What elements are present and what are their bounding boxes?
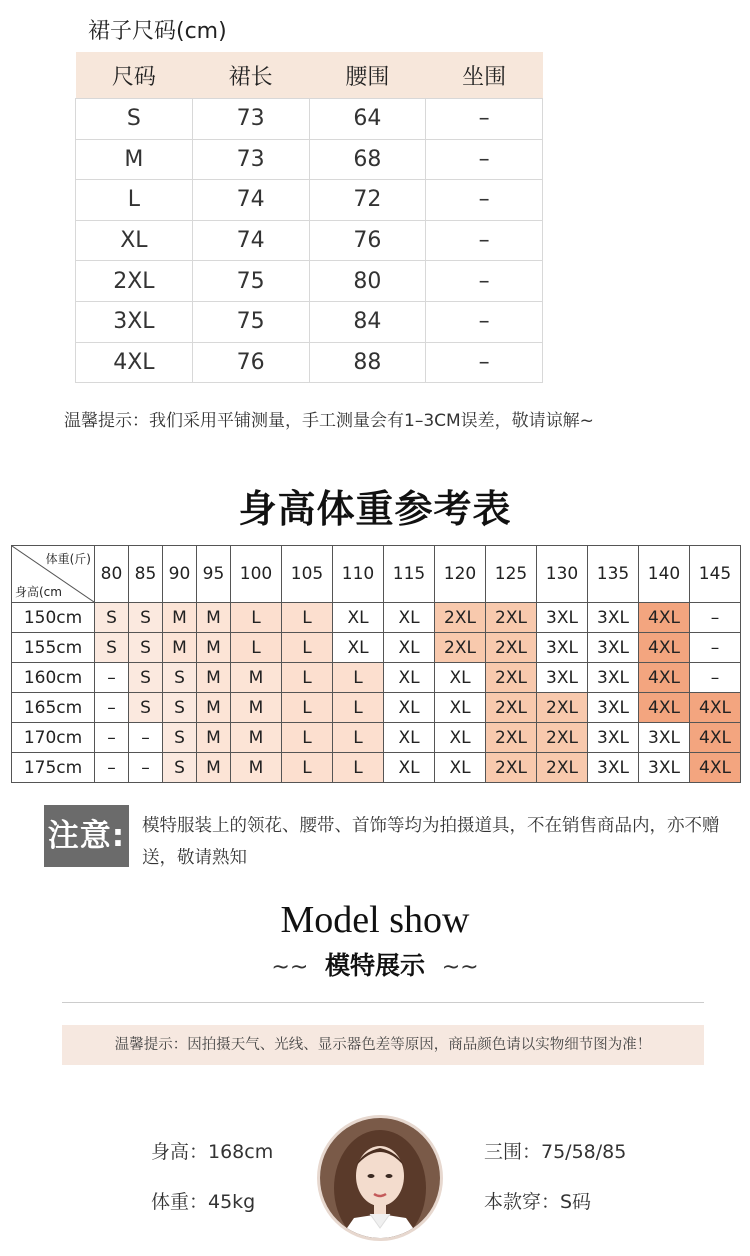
size-recommendation-cell: S xyxy=(95,633,129,663)
height-row xyxy=(12,753,741,783)
size-recommendation-cell: S xyxy=(129,633,163,663)
skirt-size-cell: 88 xyxy=(309,342,426,383)
measurement-note: 温馨提示：我们采用平铺测量，手工测量会有1–3CM误差，敬请谅解~ xyxy=(64,411,594,431)
size-recommendation-cell: 2XL xyxy=(486,753,537,783)
weight-header-cell: 135 xyxy=(588,546,639,603)
size-recommendation-cell: 2XL xyxy=(537,723,588,753)
size-recommendation-cell: XL xyxy=(435,723,486,753)
height-weight-title: 身高体重参考表 xyxy=(238,487,512,531)
size-recommendation-cell: 2XL xyxy=(435,633,486,663)
weight-header-cell: 115 xyxy=(384,546,435,603)
skirt-size-cell: 73 xyxy=(192,99,309,140)
skirt-size-cell: L xyxy=(76,180,193,221)
size-recommendation-cell: 2XL xyxy=(537,753,588,783)
size-recommendation-cell: L xyxy=(282,633,333,663)
size-recommendation-cell: L xyxy=(333,723,384,753)
height-label-cell: 170cm xyxy=(12,723,95,753)
size-recommendation-cell: – xyxy=(129,723,163,753)
weight-header-cell: 80 xyxy=(95,546,129,603)
size-recommendation-cell: M xyxy=(197,753,231,783)
height-label-cell: 160cm xyxy=(12,663,95,693)
skirt-size-cell: 76 xyxy=(192,342,309,383)
skirt-size-cell: – xyxy=(426,180,543,221)
skirt-size-cell: 84 xyxy=(309,301,426,342)
size-recommendation-cell: 3XL xyxy=(588,693,639,723)
skirt-size-cell: 73 xyxy=(192,139,309,180)
size-recommendation-cell: L xyxy=(282,603,333,633)
size-recommendation-cell: 3XL xyxy=(588,603,639,633)
skirt-size-cell: – xyxy=(426,301,543,342)
height-row xyxy=(12,633,741,663)
skirt-header-waist: 腰围 xyxy=(309,52,426,99)
skirt-size-row xyxy=(76,301,543,342)
height-weight-header-row xyxy=(12,546,741,603)
size-recommendation-cell: 2XL xyxy=(486,603,537,633)
weight-header-cell: 125 xyxy=(486,546,537,603)
size-recommendation-cell: L xyxy=(282,753,333,783)
size-recommendation-cell: XL xyxy=(384,663,435,693)
skirt-size-row xyxy=(76,261,543,302)
corner-height-label: 身高(cm xyxy=(15,585,62,599)
skirt-size-cell: 3XL xyxy=(76,301,193,342)
weight-header-cell: 105 xyxy=(282,546,333,603)
model-show-title-cn-wrap xyxy=(0,946,750,982)
size-recommendation-cell: – xyxy=(95,663,129,693)
model-show-title-cn: 模特展示 xyxy=(324,951,425,980)
size-recommendation-cell: 2XL xyxy=(486,693,537,723)
model-weight: 体重：45kg xyxy=(151,1191,256,1213)
skirt-size-cell: 4XL xyxy=(76,342,193,383)
size-recommendation-cell: XL xyxy=(384,753,435,783)
skirt-size-cell: – xyxy=(426,342,543,383)
skirt-size-cell: 74 xyxy=(192,220,309,261)
weight-header-cell: 100 xyxy=(231,546,282,603)
skirt-size-cell: – xyxy=(426,139,543,180)
weight-header-cell: 130 xyxy=(537,546,588,603)
skirt-size-table xyxy=(75,52,543,383)
size-recommendation-cell: – xyxy=(95,723,129,753)
size-recommendation-cell: S xyxy=(129,663,163,693)
size-recommendation-cell: 3XL xyxy=(588,633,639,663)
size-recommendation-cell: M xyxy=(231,753,282,783)
size-recommendation-cell: 3XL xyxy=(537,663,588,693)
skirt-size-cell: – xyxy=(426,220,543,261)
size-recommendation-cell: S xyxy=(163,753,197,783)
skirt-size-cell: – xyxy=(426,261,543,302)
height-row xyxy=(12,663,741,693)
skirt-header-hip: 坐围 xyxy=(426,52,543,99)
height-weight-body xyxy=(12,603,741,783)
size-recommendation-cell: 2XL xyxy=(486,633,537,663)
size-recommendation-cell: L xyxy=(231,603,282,633)
size-recommendation-cell: M xyxy=(197,633,231,663)
table-corner-cell xyxy=(12,546,95,603)
size-recommendation-cell: – xyxy=(690,633,741,663)
skirt-size-cell: 76 xyxy=(309,220,426,261)
notice-text: 模特服装上的领花、腰带、首饰等均为拍摄道具，不在销售商品内，亦不赠送，敬请熟知 xyxy=(142,816,720,868)
height-label-cell: 165cm xyxy=(12,693,95,723)
size-recommendation-cell: 2XL xyxy=(486,663,537,693)
size-recommendation-cell: XL xyxy=(384,603,435,633)
size-recommendation-cell: 3XL xyxy=(588,663,639,693)
size-recommendation-cell: – xyxy=(95,693,129,723)
skirt-size-header-row xyxy=(76,52,543,99)
size-recommendation-cell: S xyxy=(163,723,197,753)
skirt-size-cell: 72 xyxy=(309,180,426,221)
size-recommendation-cell: M xyxy=(231,663,282,693)
size-recommendation-cell: M xyxy=(163,603,197,633)
model-show-title-en: Model show xyxy=(280,899,470,941)
model-height: 身高：168cm xyxy=(151,1141,274,1163)
size-recommendation-cell: 3XL xyxy=(537,603,588,633)
size-recommendation-cell: XL xyxy=(435,693,486,723)
height-row xyxy=(12,693,741,723)
size-recommendation-cell: M xyxy=(197,603,231,633)
skirt-size-row xyxy=(76,99,543,140)
size-recommendation-cell: L xyxy=(231,633,282,663)
size-recommendation-cell: – xyxy=(95,753,129,783)
size-recommendation-cell: XL xyxy=(333,633,384,663)
size-recommendation-cell: 4XL xyxy=(690,753,741,783)
skirt-size-cell: 80 xyxy=(309,261,426,302)
weight-header-cell: 90 xyxy=(163,546,197,603)
size-recommendation-cell: M xyxy=(197,663,231,693)
size-recommendation-cell: S xyxy=(163,663,197,693)
size-recommendation-cell: M xyxy=(163,633,197,663)
skirt-size-cell: 68 xyxy=(309,139,426,180)
weight-header-cell: 120 xyxy=(435,546,486,603)
size-recommendation-cell: L xyxy=(282,693,333,723)
size-recommendation-cell: L xyxy=(333,753,384,783)
size-recommendation-cell: S xyxy=(95,603,129,633)
skirt-size-cell: 74 xyxy=(192,180,309,221)
skirt-size-cell: 64 xyxy=(309,99,426,140)
size-recommendation-cell: L xyxy=(282,723,333,753)
skirt-size-cell: M xyxy=(76,139,193,180)
divider xyxy=(62,1002,704,1003)
size-recommendation-cell: – xyxy=(690,603,741,633)
size-recommendation-cell: 4XL xyxy=(639,663,690,693)
model-wearing-size: 本款穿：S码 xyxy=(484,1191,592,1213)
height-label-cell: 155cm xyxy=(12,633,95,663)
skirt-size-row xyxy=(76,220,543,261)
size-recommendation-cell: 2XL xyxy=(537,693,588,723)
height-row xyxy=(12,603,741,633)
size-recommendation-cell: 4XL xyxy=(690,723,741,753)
size-recommendation-cell: 4XL xyxy=(690,693,741,723)
color-tip-bar: 温馨提示：因拍摄天气、光线、显示器色差等原因，商品颜色请以实物细节图为准！ xyxy=(62,1025,704,1065)
size-recommendation-cell: XL xyxy=(384,693,435,723)
size-recommendation-cell: M xyxy=(231,693,282,723)
model-measurements: 三围：75/58/85 xyxy=(484,1141,627,1163)
size-recommendation-cell: 2XL xyxy=(486,723,537,753)
skirt-size-row xyxy=(76,139,543,180)
skirt-size-cell: S xyxy=(76,99,193,140)
wave-left-icon: ~~ xyxy=(271,955,309,980)
size-recommendation-cell: – xyxy=(690,663,741,693)
size-recommendation-cell: M xyxy=(231,723,282,753)
skirt-size-title: 裙子尺码(cm) xyxy=(88,19,227,44)
size-recommendation-cell: M xyxy=(197,693,231,723)
size-recommendation-cell: XL xyxy=(435,663,486,693)
size-recommendation-cell: 2XL xyxy=(435,603,486,633)
skirt-size-row xyxy=(76,342,543,383)
size-recommendation-cell: 3XL xyxy=(639,753,690,783)
skirt-size-row xyxy=(76,180,543,221)
size-recommendation-cell: XL xyxy=(435,753,486,783)
size-recommendation-cell: XL xyxy=(384,633,435,663)
model-avatar xyxy=(317,1115,443,1241)
weight-header-cell: 145 xyxy=(690,546,741,603)
size-recommendation-cell: S xyxy=(129,603,163,633)
skirt-size-cell: – xyxy=(426,99,543,140)
skirt-size-cell: 75 xyxy=(192,301,309,342)
skirt-header-size: 尺码 xyxy=(76,52,193,99)
notice-badge: 注意: xyxy=(44,805,129,867)
height-label-cell: 150cm xyxy=(12,603,95,633)
size-recommendation-cell: 3XL xyxy=(588,723,639,753)
skirt-header-length: 裙长 xyxy=(192,52,309,99)
weight-header-cell: 140 xyxy=(639,546,690,603)
weight-header-cell: 85 xyxy=(129,546,163,603)
size-recommendation-cell: 3XL xyxy=(537,633,588,663)
size-recommendation-cell: 3XL xyxy=(588,753,639,783)
weight-header-cell: 110 xyxy=(333,546,384,603)
height-label-cell: 175cm xyxy=(12,753,95,783)
size-recommendation-cell: L xyxy=(282,663,333,693)
size-recommendation-cell: 4XL xyxy=(639,603,690,633)
size-recommendation-cell: M xyxy=(197,723,231,753)
size-recommendation-cell: XL xyxy=(384,723,435,753)
height-row xyxy=(12,723,741,753)
skirt-size-body xyxy=(76,99,543,383)
wave-right-icon: ~~ xyxy=(441,955,479,980)
size-recommendation-cell: L xyxy=(333,663,384,693)
size-recommendation-cell: 4XL xyxy=(639,633,690,663)
size-recommendation-cell: S xyxy=(129,693,163,723)
weight-header-cell: 95 xyxy=(197,546,231,603)
size-recommendation-cell: 3XL xyxy=(639,723,690,753)
corner-weight-label: 体重(斤) xyxy=(45,552,91,566)
model-portrait-image xyxy=(320,1118,440,1238)
size-recommendation-cell: XL xyxy=(333,603,384,633)
size-recommendation-cell: 4XL xyxy=(639,693,690,723)
height-weight-table xyxy=(11,545,741,783)
skirt-size-cell: 2XL xyxy=(76,261,193,302)
size-recommendation-cell: S xyxy=(163,693,197,723)
skirt-size-cell: XL xyxy=(76,220,193,261)
skirt-size-cell: 75 xyxy=(192,261,309,302)
size-recommendation-cell: – xyxy=(129,753,163,783)
size-recommendation-cell: L xyxy=(333,693,384,723)
